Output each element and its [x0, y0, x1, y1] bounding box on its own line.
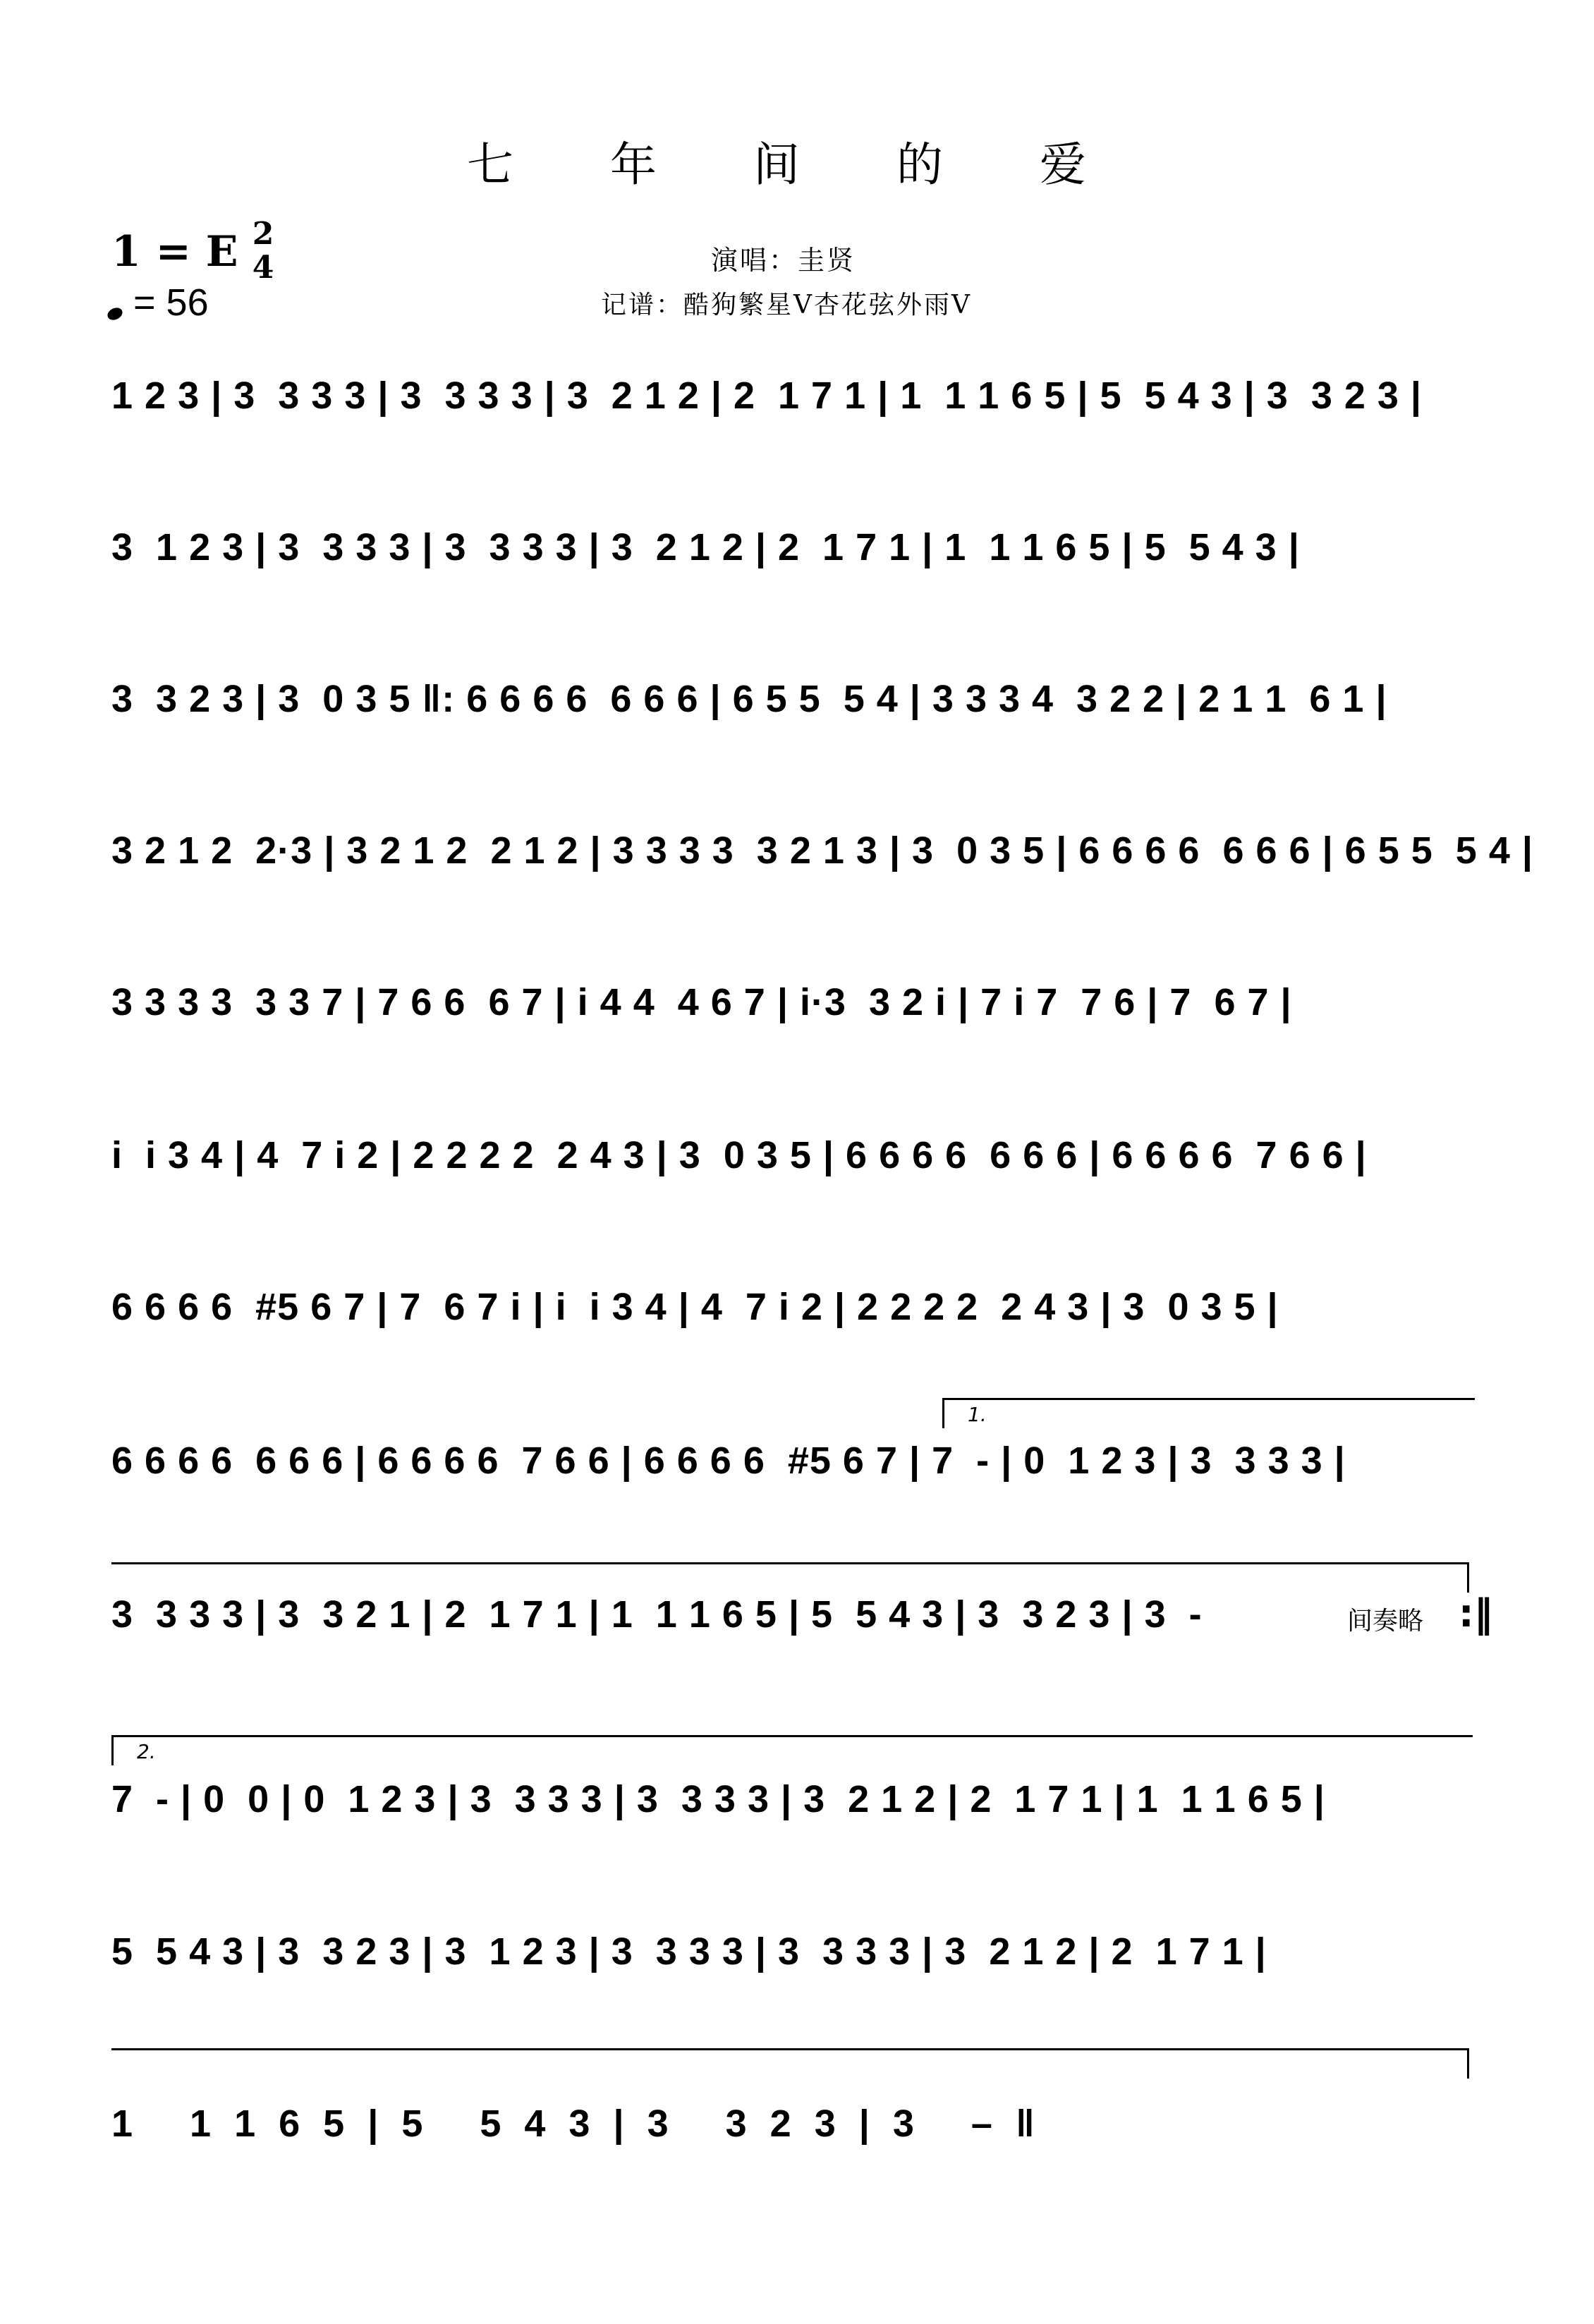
repeat-end-sign: :‖: [1459, 1591, 1493, 1636]
score-line-1: [111, 353, 1480, 444]
score-line-11: [111, 1909, 1480, 2000]
score-line-2: [111, 504, 1480, 596]
score-line-notes: 3 1 2 3 | 3 3 3 3 | 3 3 3 3 | 3 2 1 2 | 2 1 7 1 | 1 1 1 6 5 | 5 5 4 3 |: [111, 526, 1300, 568]
score-line-notes: 3 3 3 3 | 3 3 2 1 | 2 1 7 1 | 1 1 1 6 5 | 5 5 4 3 | 3 3 2 3 | 3 -: [111, 1593, 1203, 1636]
quarter-note-icon: [106, 305, 125, 322]
volta-bracket-2-cont: [111, 2048, 1469, 2081]
meter-top: 2: [252, 216, 274, 252]
scribe-credit: 记谱：酷狗繁星V杏花弦外雨V: [601, 291, 972, 320]
interlude-label: 间奏略: [1347, 1607, 1424, 1636]
score-line-6: [111, 1112, 1480, 1204]
score-line-10: [111, 1756, 1480, 1848]
volta-2-label: 2.: [137, 1740, 156, 1763]
score-line-12: [111, 2081, 1480, 2172]
score-line-notes: i i 3 4 | 4 7 i 2 | 2 2 2 2 2 4 3 | 3 0 3 5 | 6 6 6 6 6 6 6 | 6 6 6 6 7 6 6 |: [111, 1134, 1367, 1176]
score-line-9: [111, 1571, 1493, 1663]
score-line-notes: 3 3 3 3 3 3 7 | 7 6 6 6 7 | i 4 4 4 6 7 | i·3 3 2 i | 7 i 7 7 6 | 7 6 7 |: [111, 981, 1292, 1023]
score-line-4: [111, 808, 1533, 899]
score-line-notes: 1 2 3 | 3 3 3 3 | 3 3 3 3 | 3 2 1 2 | 2 1 7 1 | 1 1 1 6 5 | 5 5 4 3 | 3 3 2 3 |: [111, 375, 1423, 417]
score-line-notes: 6 6 6 6 #5 6 7 | 7 6 7 i | i i 3 4 | 4 7 i 2 | 2 2 2 2 2 4 3 | 3 0 3 5 |: [111, 1286, 1279, 1328]
score-line-3: [111, 656, 1480, 748]
score-line-5: [111, 959, 1480, 1051]
score-line-notes: 1 1 1 6 5 | 5 5 4 3 | 3 3 2 3 | 3 – ‖: [111, 2103, 1035, 2145]
volta-1-label: 1.: [968, 1403, 987, 1426]
tempo-marking: [107, 281, 209, 324]
score-line-notes: 3 2 1 2 2·3 | 3 2 1 2 2 1 2 | 3 3 3 3 3 2 1 3 | 3 0 3 5 | 6 6 6 6 6 6 6 | 6 5 5 5 4 |: [111, 829, 1533, 872]
score-line-notes: 7 - | 0 0 | 0 1 2 3 | 3 3 3 3 | 3 3 3 3 | 3 2 1 2 | 2 1 7 1 | 1 1 1 6 5 |: [111, 1778, 1325, 1820]
key-signature: 1 = E: [111, 227, 238, 276]
time-signature: [247, 217, 279, 285]
tempo-value: = 56: [133, 281, 209, 324]
song-title: 七 年 间 的 爱: [467, 138, 1127, 192]
score-line-7: [111, 1264, 1480, 1356]
score-line-notes: 5 5 4 3 | 3 3 2 3 | 3 1 2 3 | 3 3 3 3 | 3 3 3 3 | 3 2 1 2 | 2 1 7 1 |: [111, 1930, 1267, 1973]
singer-credit: 演唱：圭贤: [711, 245, 856, 276]
score-line-8: [111, 1418, 1480, 1509]
score-line-notes: 6 6 6 6 6 6 6 | 6 6 6 6 7 6 6 | 6 6 6 6 #5 6 7 | 7 - | 0 1 2 3 | 3 3 3 3 |: [111, 1440, 1346, 1482]
score-line-notes: 3 3 2 3 | 3 0 3 5 ‖: 6 6 6 6 6 6 6 | 6 5 5 5 4 | 3 3 3 4 3 2 2 | 2 1 1 6 1 |: [111, 678, 1387, 720]
meter-bottom: 4: [252, 250, 274, 286]
